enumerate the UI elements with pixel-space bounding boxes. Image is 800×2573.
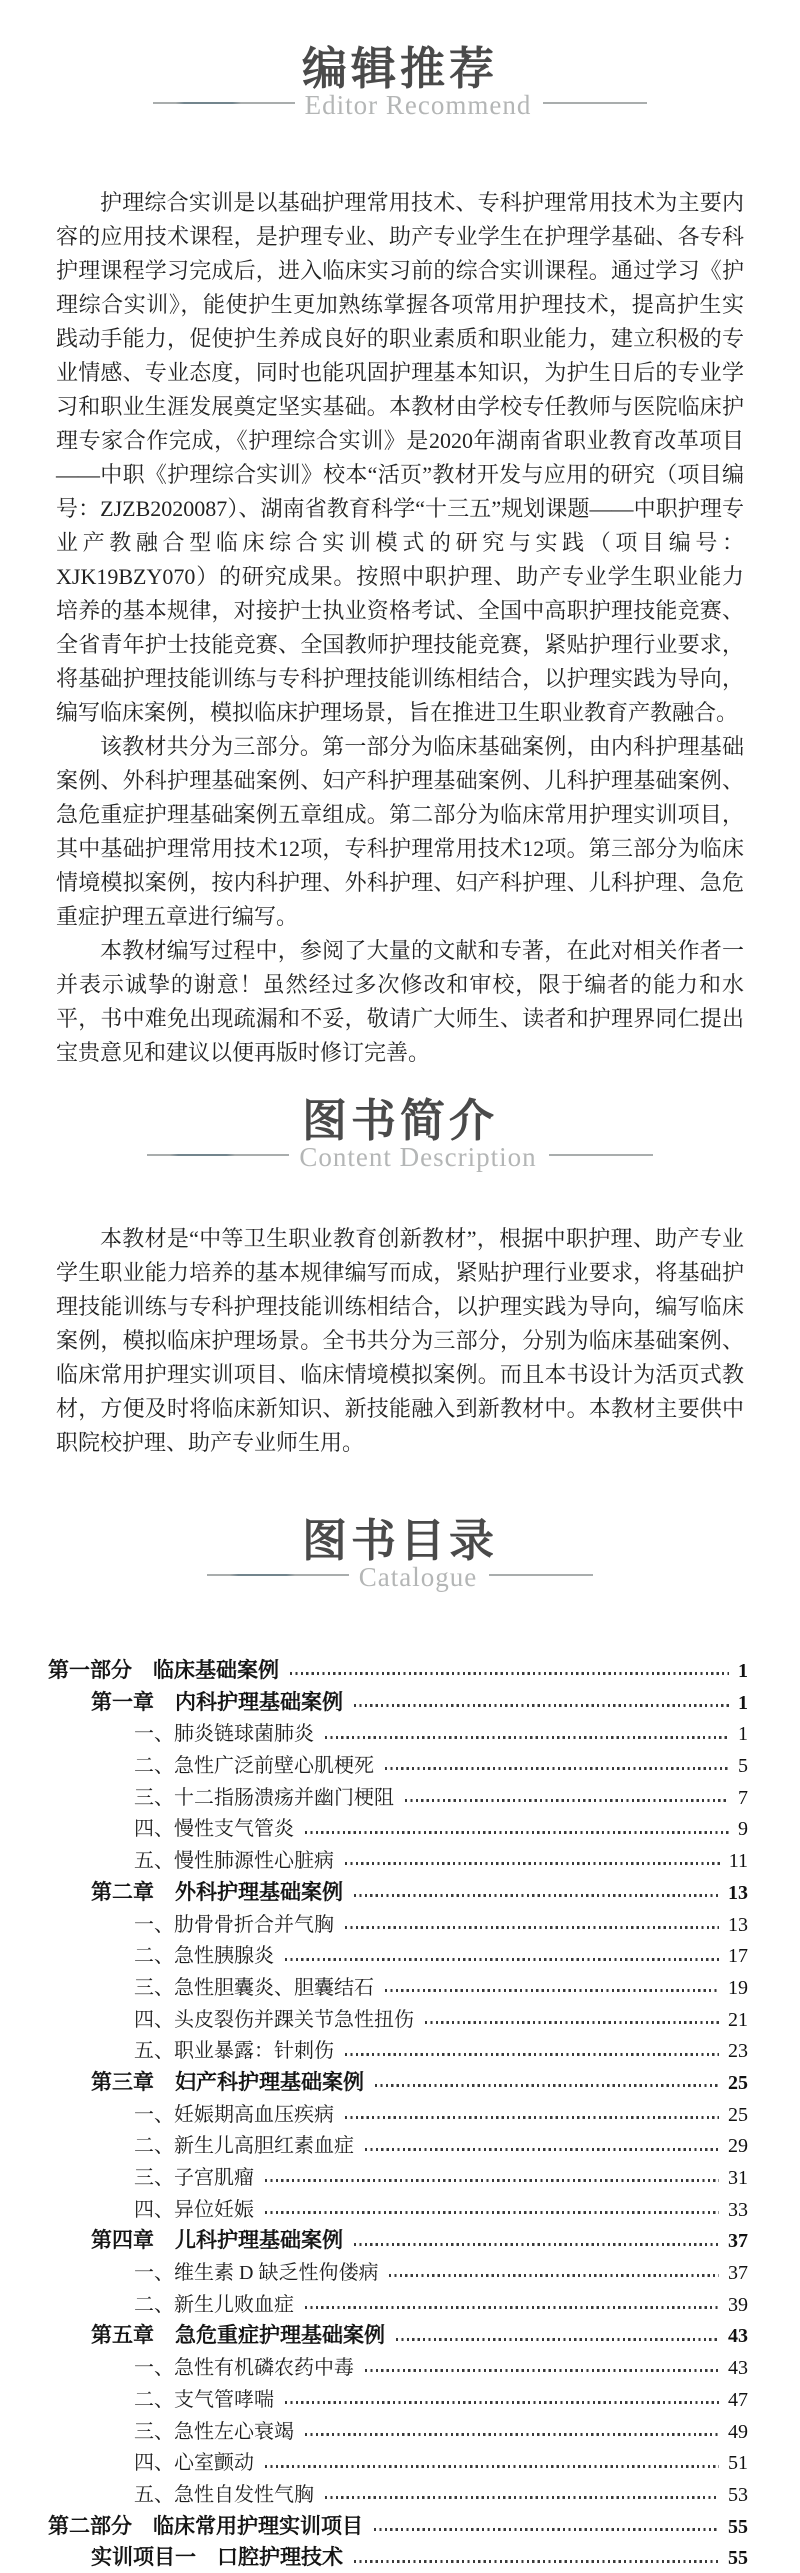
toc-entry xyxy=(48,2003,748,2035)
toc-entry xyxy=(48,2098,748,2130)
table-of-contents xyxy=(48,1654,748,2573)
toc-entry xyxy=(48,1717,748,1749)
toc-entry xyxy=(48,2446,748,2478)
toc-entry xyxy=(48,2541,748,2573)
toc-entry-page: 25 xyxy=(728,2103,748,2126)
section-title-cn: 图书目录 xyxy=(301,1515,498,1566)
toc-entry-label: 一、维生素 D 缺乏性佝偻病 xyxy=(134,2262,379,2285)
toc-entry-page: 37 xyxy=(728,2230,748,2253)
toc-entry-page: 47 xyxy=(728,2388,748,2411)
toc-entry-label: 二、急性胰腺炎 xyxy=(134,1945,274,1968)
section-title-en: Content Description xyxy=(299,1142,537,1172)
toc-entry-page: 25 xyxy=(728,2071,748,2094)
divider-line-left xyxy=(207,1574,349,1576)
toc-entry xyxy=(48,2066,748,2098)
section-header-content-description xyxy=(0,1096,800,1176)
dot-leader xyxy=(290,1672,729,1675)
dot-leader xyxy=(375,2084,719,2087)
toc-entry xyxy=(48,2224,748,2256)
toc-entry xyxy=(48,2161,748,2193)
toc-entry-label: 三、十二指肠溃疡并幽门梗阻 xyxy=(134,1786,394,1809)
section-subtitle-row xyxy=(0,90,800,124)
divider-line-right xyxy=(489,1574,593,1576)
section-header-editor-recommend xyxy=(0,0,800,124)
toc-entry-page: 53 xyxy=(728,2483,748,2506)
toc-entry-page: 19 xyxy=(728,1976,748,1999)
toc-entry-label: 实训项目一 口腔护理技术 xyxy=(91,2546,343,2570)
dot-leader xyxy=(325,1736,729,1739)
toc-entry xyxy=(48,2193,748,2225)
toc-entry xyxy=(48,2383,748,2415)
toc-entry-page: 37 xyxy=(728,2262,748,2285)
toc-entry-page: 7 xyxy=(738,1786,748,1809)
toc-entry-page: 33 xyxy=(728,2198,748,2221)
toc-entry-page: 1 xyxy=(738,1723,748,1746)
toc-entry-label: 第一章 内科护理基础案例 xyxy=(91,1690,343,1714)
toc-entry-label: 五、慢性肺源性心脏病 xyxy=(134,1850,334,1873)
dot-leader xyxy=(345,2116,719,2119)
toc-entry xyxy=(48,2319,748,2351)
toc-entry-page: 43 xyxy=(728,2357,748,2380)
editor-recommend-body xyxy=(56,186,744,1070)
toc-entry-label: 四、头皮裂伤并踝关节急性扭伤 xyxy=(134,2008,414,2031)
toc-entry-label: 四、心室颤动 xyxy=(134,2452,254,2475)
toc-entry-page: 11 xyxy=(728,1850,748,1873)
toc-entry-page: 43 xyxy=(728,2325,748,2348)
toc-entry xyxy=(48,2351,748,2383)
toc-entry-label: 三、急性胆囊炎、胆囊结石 xyxy=(134,1976,374,1999)
toc-entry-label: 三、急性左心衰竭 xyxy=(134,2420,294,2443)
toc-entry-page: 13 xyxy=(728,1913,748,1936)
dot-leader xyxy=(385,1989,719,1992)
toc-entry-label: 二、新生儿高胆红素血症 xyxy=(134,2135,354,2158)
dot-leader xyxy=(265,2465,719,2468)
toc-entry-page: 21 xyxy=(728,2008,748,2031)
dot-leader xyxy=(365,2148,719,2151)
toc-entry-page: 31 xyxy=(728,2167,748,2189)
toc-entry-page: 39 xyxy=(728,2293,748,2316)
dot-leader xyxy=(396,2338,719,2341)
toc-entry-label: 一、肋骨骨折合并气胸 xyxy=(134,1913,334,1936)
dot-leader xyxy=(385,1767,729,1770)
dot-leader xyxy=(425,2021,719,2024)
toc-entry-label: 一、妊娠期高血压疾病 xyxy=(134,2103,334,2126)
dot-leader xyxy=(354,2243,719,2246)
toc-entry-page: 1 xyxy=(738,1691,748,1714)
dot-leader xyxy=(405,1799,729,1802)
toc-entry-label: 第五章 急危重症护理基础案例 xyxy=(91,2324,385,2348)
section-title-cn: 编辑推荐 xyxy=(301,43,498,94)
divider-line-right xyxy=(549,1154,653,1156)
toc-entry xyxy=(48,1781,748,1813)
dot-leader xyxy=(305,1831,729,1834)
toc-entry-label: 一、急性有机磷农药中毒 xyxy=(134,2357,354,2380)
dot-leader xyxy=(305,2433,719,2436)
toc-entry-page: 49 xyxy=(728,2420,748,2443)
dot-leader xyxy=(325,2496,719,2499)
toc-entry-page: 23 xyxy=(728,2040,748,2063)
toc-entry-page: 51 xyxy=(728,2452,748,2475)
dot-leader xyxy=(265,2211,719,2214)
section-title-en: Editor Recommend xyxy=(304,90,532,120)
toc-entry xyxy=(48,1812,748,1844)
toc-entry-page: 17 xyxy=(728,1945,748,1968)
divider-line-right xyxy=(543,102,647,104)
toc-entry xyxy=(48,1971,748,2003)
toc-entry-label: 第三章 妇产科护理基础案例 xyxy=(91,2070,364,2094)
dot-leader xyxy=(354,1894,719,1897)
dot-leader xyxy=(345,1926,719,1929)
toc-entry-label: 四、慢性支气管炎 xyxy=(134,1818,294,1841)
toc-entry-label: 四、异位妊娠 xyxy=(134,2198,254,2221)
toc-entry-page: 9 xyxy=(738,1818,748,1841)
section-header-catalogue xyxy=(0,1516,800,1596)
paragraph: 该教材共分为三部分。第一部分为临床基础案例，由内科护理基础案例、外科护理基础案例、妇产科护理基础案例、儿科护理基础案例、急危重症护理基础案例五章组成。第二部分为临床常用护理实训项目，其中基础护理常用技术12项，专科护理常用技术12项。第三部分为临床情境模拟案例，按内科护理、外科护理、妇产科护理、儿科护理、急危重症护理五章进行编写。 xyxy=(56,734,744,929)
toc-entry xyxy=(48,2415,748,2447)
toc-entry xyxy=(48,2034,748,2066)
toc-entry-label: 二、支气管哮喘 xyxy=(134,2388,274,2411)
content-description-body xyxy=(56,1222,744,1460)
dot-leader xyxy=(345,2053,719,2056)
toc-entry xyxy=(48,1654,748,1686)
toc-entry xyxy=(48,1876,748,1908)
toc-entry-page: 1 xyxy=(738,1660,748,1682)
section-subtitle-row xyxy=(0,1142,800,1176)
section-subtitle-row xyxy=(0,1562,800,1596)
dot-leader xyxy=(354,2560,719,2563)
toc-entry-label: 三、子宫肌瘤 xyxy=(134,2167,254,2189)
dot-leader xyxy=(374,2528,719,2531)
toc-entry-label: 第一部分 临床基础案例 xyxy=(48,1659,279,1682)
toc-entry xyxy=(48,1686,748,1718)
toc-entry xyxy=(48,2478,748,2510)
toc-entry xyxy=(48,1749,748,1781)
paragraph: 本教材编写过程中，参阅了大量的文献和专著，在此对相关作者一并表示诚挚的谢意！虽然经过多次修改和审校，限于编者的能力和水平，书中难免出现疏漏和不妥，敬请广大师生、读者和护理界同仁提出宝贵意见和建议以便再版时修订完善。 xyxy=(56,938,744,1065)
toc-entry-label: 第四章 儿科护理基础案例 xyxy=(91,2229,343,2253)
divider-line-left xyxy=(147,1154,289,1156)
toc-entry xyxy=(48,2510,748,2542)
dot-leader xyxy=(285,2401,719,2404)
toc-entry-label: 第二章 外科护理基础案例 xyxy=(91,1880,343,1904)
dot-leader xyxy=(345,1862,720,1865)
toc-entry-label: 二、急性广泛前壁心肌梗死 xyxy=(134,1755,374,1778)
toc-entry xyxy=(48,2256,748,2288)
toc-entry xyxy=(48,2288,748,2320)
toc-entry-label: 第二部分 临床常用护理实训项目 xyxy=(48,2514,363,2538)
toc-entry-page: 29 xyxy=(728,2135,748,2158)
section-title-cn: 图书简介 xyxy=(301,1095,498,1146)
toc-entry xyxy=(48,2129,748,2161)
dot-leader xyxy=(265,2179,719,2182)
toc-entry-page: 5 xyxy=(738,1755,748,1778)
dot-leader xyxy=(365,2369,719,2372)
toc-entry xyxy=(48,1908,748,1940)
toc-entry-page: 13 xyxy=(728,1881,748,1904)
dot-leader xyxy=(305,2306,719,2309)
paragraph: 本教材是“中等卫生职业教育创新教材”，根据中职护理、助产专业学生职业能力培养的基本规律编写而成，紧贴护理行业要求，将基础护理技能训练与专科护理技能训练相结合，以护理实践为导向，编写临床案例，模拟临床护理场景。全书共分为三部分，分别为临床基础案例、临床常用护理实训项目、临床情境模拟案例。而且本书设计为活页式教材，方便及时将临床新知识、新技能融入到新教材中。本教材主要供中职院校护理、助产专业师生用。 xyxy=(56,1226,744,1455)
divider-line-left xyxy=(153,102,295,104)
toc-entry-page: 55 xyxy=(728,2547,748,2570)
toc-entry xyxy=(48,1939,748,1971)
section-title-en: Catalogue xyxy=(358,1562,478,1592)
toc-entry-label: 一、肺炎链球菌肺炎 xyxy=(134,1723,314,1746)
toc-entry-page: 55 xyxy=(728,2515,748,2538)
toc-entry-label: 二、新生儿败血症 xyxy=(134,2293,294,2316)
toc-entry-label: 五、职业暴露：针刺伤 xyxy=(134,2040,334,2063)
dot-leader xyxy=(389,2274,719,2277)
toc-entry xyxy=(48,1844,748,1876)
toc-entry-label: 五、急性自发性气胸 xyxy=(134,2483,314,2506)
dot-leader xyxy=(354,1704,729,1707)
paragraph: 护理综合实训是以基础护理常用技术、专科护理常用技术为主要内容的应用技术课程，是护理专业、助产专业学生在护理学基础、各专科护理课程学习完成后，进入临床实习前的综合实训课程。通过学习《护理综合实训》，能使护生更加熟练掌握各项常用护理技术，提高护生实践动手能力，促使护生养成良好的职业素质和职业能力，建立积极的专业情感、专业态度，同时也能巩固护理基本知识，为护生日后的专业学习和职业生涯发展奠定坚实基础。本教材由学校专任教师与医院临床护理专家合作完成，《护理综合实训》是2020年湖南省职业教育改革项目——中职《护理综合实训》校本“活页”教材开发与应用的研究（项目编号：ZJZB2020087）、湖南省教育科学“十三五”规划课题——中职护理专业产教融合型临床综合实训模式的研究与实践（项目编号：XJK19BZY070）的研究成果。按照中职护理、助产专业学生职业能力培养的基本规律，对接护士执业资格考试、全国中高职护理技能竞赛、全省青年护士技能竞赛、全国教师护理技能竞赛，紧贴护理行业要求，将基础护理技能训练与专科护理技能训练相结合，以护理实践为导向，编写临床案例，模拟临床护理场景，旨在推进卫生职业教育产教融合。 xyxy=(56,190,744,725)
dot-leader xyxy=(285,1958,719,1961)
